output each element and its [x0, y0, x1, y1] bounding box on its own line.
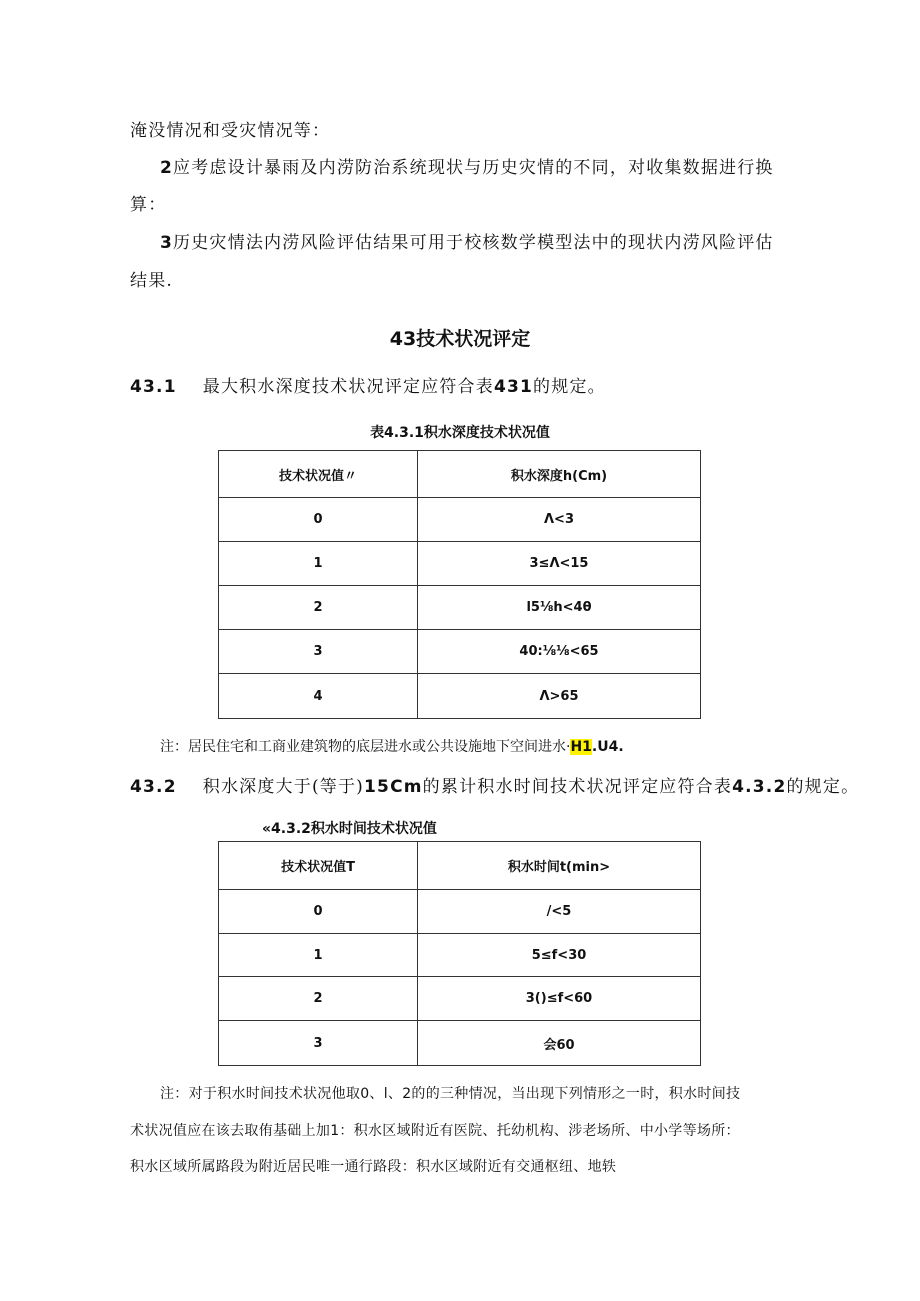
paragraph-line: 算：	[130, 195, 167, 215]
table-cell: 1	[219, 542, 418, 586]
table-row	[219, 498, 701, 542]
table-cell: l5⅛h<4θ	[418, 586, 701, 630]
table-cell: 1	[219, 934, 418, 977]
table-header-cell: 技术状况值T	[219, 842, 418, 890]
table-row	[219, 977, 701, 1021]
table-row	[219, 586, 701, 630]
item-number: 3	[160, 233, 174, 253]
note-line: 注：对于积水时间技术状况他取0、l、2的的三种情况，当出现下列情形之一时，积水时间技	[160, 1086, 741, 1102]
paragraph-line: 结果.	[130, 271, 174, 291]
depth-status-table	[218, 450, 701, 719]
clause-4-3-1	[130, 372, 606, 397]
note-text: 注：居民住宅和工商业建筑物的底层进水或公共设施地下空间进水·	[160, 739, 571, 755]
note-text: .U4.	[591, 739, 624, 755]
table-row	[219, 1021, 701, 1066]
table-cell: Λ>65	[418, 674, 701, 719]
table-caption: «4.3.2积水时间技术状况值	[262, 821, 437, 837]
clause-text: 的规定。	[533, 377, 606, 397]
note-line: 积水区域所属路段为附近居民唯一通行路段：积水区域附近有交通枢纽、地轶	[130, 1159, 617, 1175]
table-caption: 表4.3.1积水深度技术状况值	[370, 425, 550, 441]
clause-text: 的累计积水时间技术状况评定应符合表	[422, 777, 733, 797]
section-title: 43技术状况评定	[389, 328, 531, 350]
highlighted-text: H1	[570, 739, 592, 755]
table-reference: 4.3.2	[732, 777, 787, 797]
item-3	[160, 228, 774, 253]
clause-text: 积水深度大于(等于)	[202, 777, 365, 797]
table-cell: 4	[219, 674, 418, 719]
paragraph-line: 淹没情况和受灾情况等：	[130, 121, 331, 141]
clause-number: 43.1	[130, 377, 177, 397]
table-row	[219, 890, 701, 934]
table-cell: Λ<3	[418, 498, 701, 542]
table-cell: 0	[219, 498, 418, 542]
table-cell: 3	[219, 1021, 418, 1066]
clause-value: 15Cm	[364, 777, 423, 797]
table-header-row	[219, 842, 701, 890]
table-row	[219, 542, 701, 586]
table-row	[219, 630, 701, 674]
note-line: 术状况值应在该去取侑基础上加1：积水区域附近有医院、托幼机构、涉老场所、中小学等场所：	[130, 1123, 740, 1139]
item-text: 应考虑设计暴雨及内涝防治系统现状与历史灾情的不同，对收集数据进行换	[173, 158, 774, 178]
table-cell: 3≤Λ<15	[418, 542, 701, 586]
table-cell: 2	[219, 586, 418, 630]
table-reference: 431	[493, 377, 534, 397]
table-cell: 40:⅛⅛<65	[418, 630, 701, 674]
table-header-row	[219, 451, 701, 498]
table-cell: 会60	[418, 1021, 701, 1066]
table-cell: 0	[219, 890, 418, 934]
table-header-cell: 技术状况值〃	[219, 451, 418, 498]
table-cell: 2	[219, 977, 418, 1021]
item-text: 历史灾情法内涝风险评估结果可用于校核数学模型法中的现状内涝风险评估	[173, 233, 774, 253]
table-header-cell: 积水深度h(Cm)	[418, 451, 701, 498]
table-cell: /<5	[418, 890, 701, 934]
item-2	[160, 153, 774, 178]
table-cell: 5≤f<30	[418, 934, 701, 977]
table-header-cell: 积水时间t(min>	[418, 842, 701, 890]
table-cell: 3()≤f<60	[418, 977, 701, 1021]
clause-number: 43.2	[130, 777, 177, 797]
table-row	[219, 934, 701, 977]
table-row	[219, 674, 701, 719]
clause-text: 的规定。	[786, 777, 860, 797]
clause-4-3-2	[130, 772, 859, 797]
duration-status-table	[218, 841, 701, 1066]
item-number: 2	[160, 158, 174, 178]
table-cell: 3	[219, 630, 418, 674]
clause-text: 最大积水深度技术状况评定应符合表	[202, 377, 494, 397]
table-note	[160, 736, 624, 756]
